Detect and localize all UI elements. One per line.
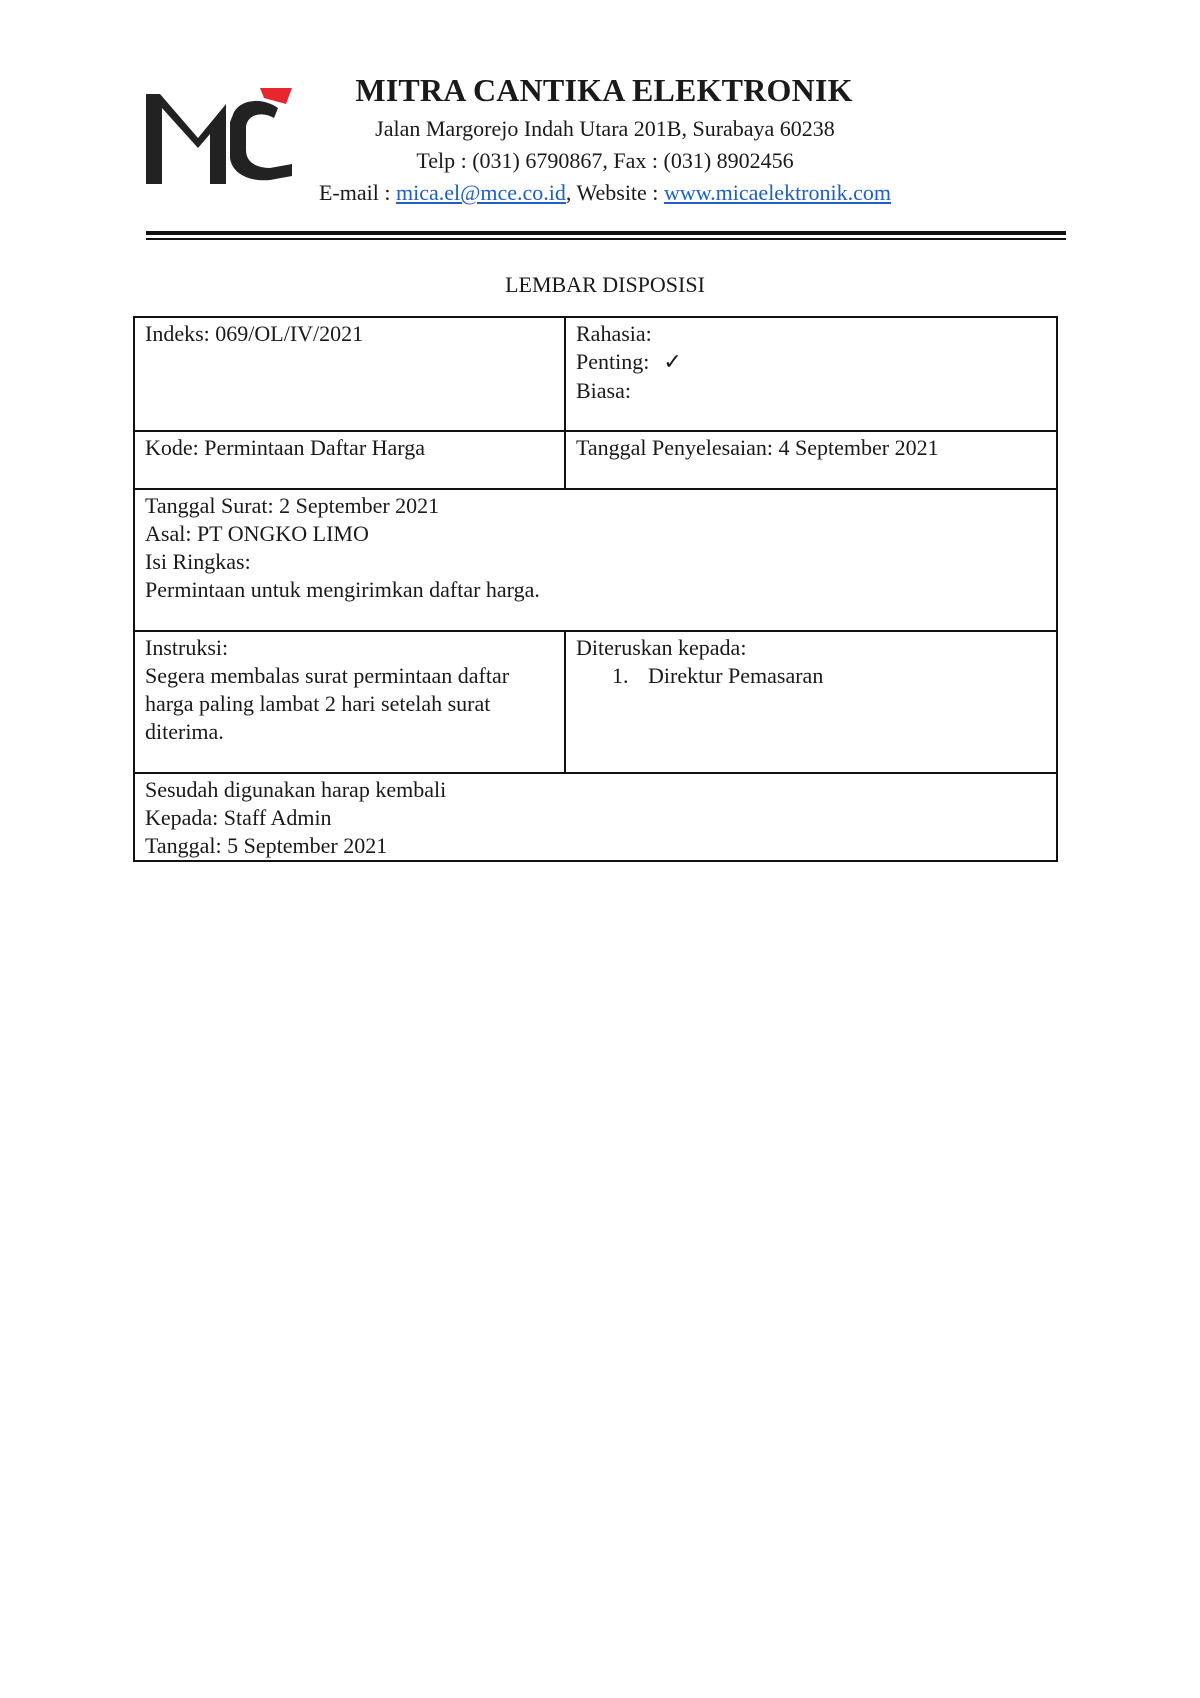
kode-cell <box>134 431 565 489</box>
rahasia-label: Rahasia: <box>576 321 652 346</box>
kode-text: Kode: Permintaan Daftar Harga <box>145 435 425 460</box>
company-phone-fax: Telp : (031) 6790867, Fax : (031) 8902456 <box>416 148 794 173</box>
list-item <box>612 662 1046 690</box>
checkmark-icon: ✓ <box>663 350 682 375</box>
letter-info-cell <box>134 489 1057 631</box>
biasa-label: Biasa: <box>576 378 631 403</box>
document-title: LEMBAR DISPOSISI <box>505 272 705 297</box>
list-item-number: 1. <box>612 663 629 688</box>
kepada-text: Kepada: Staff Admin <box>145 805 332 830</box>
email-link[interactable]: mica.el@mce.co.id <box>395 180 566 205</box>
classification-cell <box>565 317 1057 431</box>
list-item-name: Direktur Pemasaran <box>648 663 824 688</box>
website-link[interactable]: www.micaelektronik.com <box>663 180 891 205</box>
penting-label: Penting: <box>576 349 650 374</box>
letterhead-divider-thin <box>146 238 1066 240</box>
kembali-text: Sesudah digunakan harap kembali <box>145 777 447 802</box>
isi-ringkas-label: Isi Ringkas: <box>145 549 251 574</box>
diteruskan-list <box>576 662 1046 690</box>
diteruskan-label: Diteruskan kepada: <box>576 635 747 660</box>
disposition-table <box>133 316 1058 862</box>
company-address: Jalan Margorejo Indah Utara 201B, Surabaya 60238 <box>375 116 835 141</box>
instruksi-text: Segera membalas surat permintaan daftar harga paling lambat 2 hari setelah surat diterima. <box>145 663 510 744</box>
table-row <box>134 431 1057 489</box>
asal-text: Asal: PT ONGKO LIMO <box>145 521 369 546</box>
table-row <box>134 773 1057 861</box>
indeks-text: Indeks: 069/OL/IV/2021 <box>145 321 364 346</box>
tanggal-surat-text: Tanggal Surat: 2 September 2021 <box>145 493 440 518</box>
penting-row <box>576 348 1046 377</box>
return-info-cell <box>134 773 1057 861</box>
isi-ringkas-text: Permintaan untuk mengirimkan daftar harga. <box>145 577 540 602</box>
tanggal-text: Tanggal: 5 September 2021 <box>145 833 388 858</box>
letterhead-divider-thick <box>146 231 1066 235</box>
table-row <box>134 317 1057 431</box>
instruksi-label: Instruksi: <box>145 635 229 660</box>
website-label: , Website : <box>565 180 664 205</box>
email-label: E-mail : <box>318 180 396 205</box>
table-row <box>134 489 1057 631</box>
company-name: MITRA CANTIKA ELEKTRONIK <box>355 72 853 108</box>
indeks-cell <box>134 317 565 431</box>
tanggal-penyelesaian-cell <box>565 431 1057 489</box>
instruksi-cell <box>134 631 565 773</box>
logo-accent-shape <box>260 88 292 104</box>
table-row <box>134 631 1057 773</box>
company-contact <box>200 179 1010 207</box>
diteruskan-cell <box>565 631 1057 773</box>
tanggal-penyelesaian-text: Tanggal Penyelesaian: 4 September 2021 <box>576 435 939 460</box>
